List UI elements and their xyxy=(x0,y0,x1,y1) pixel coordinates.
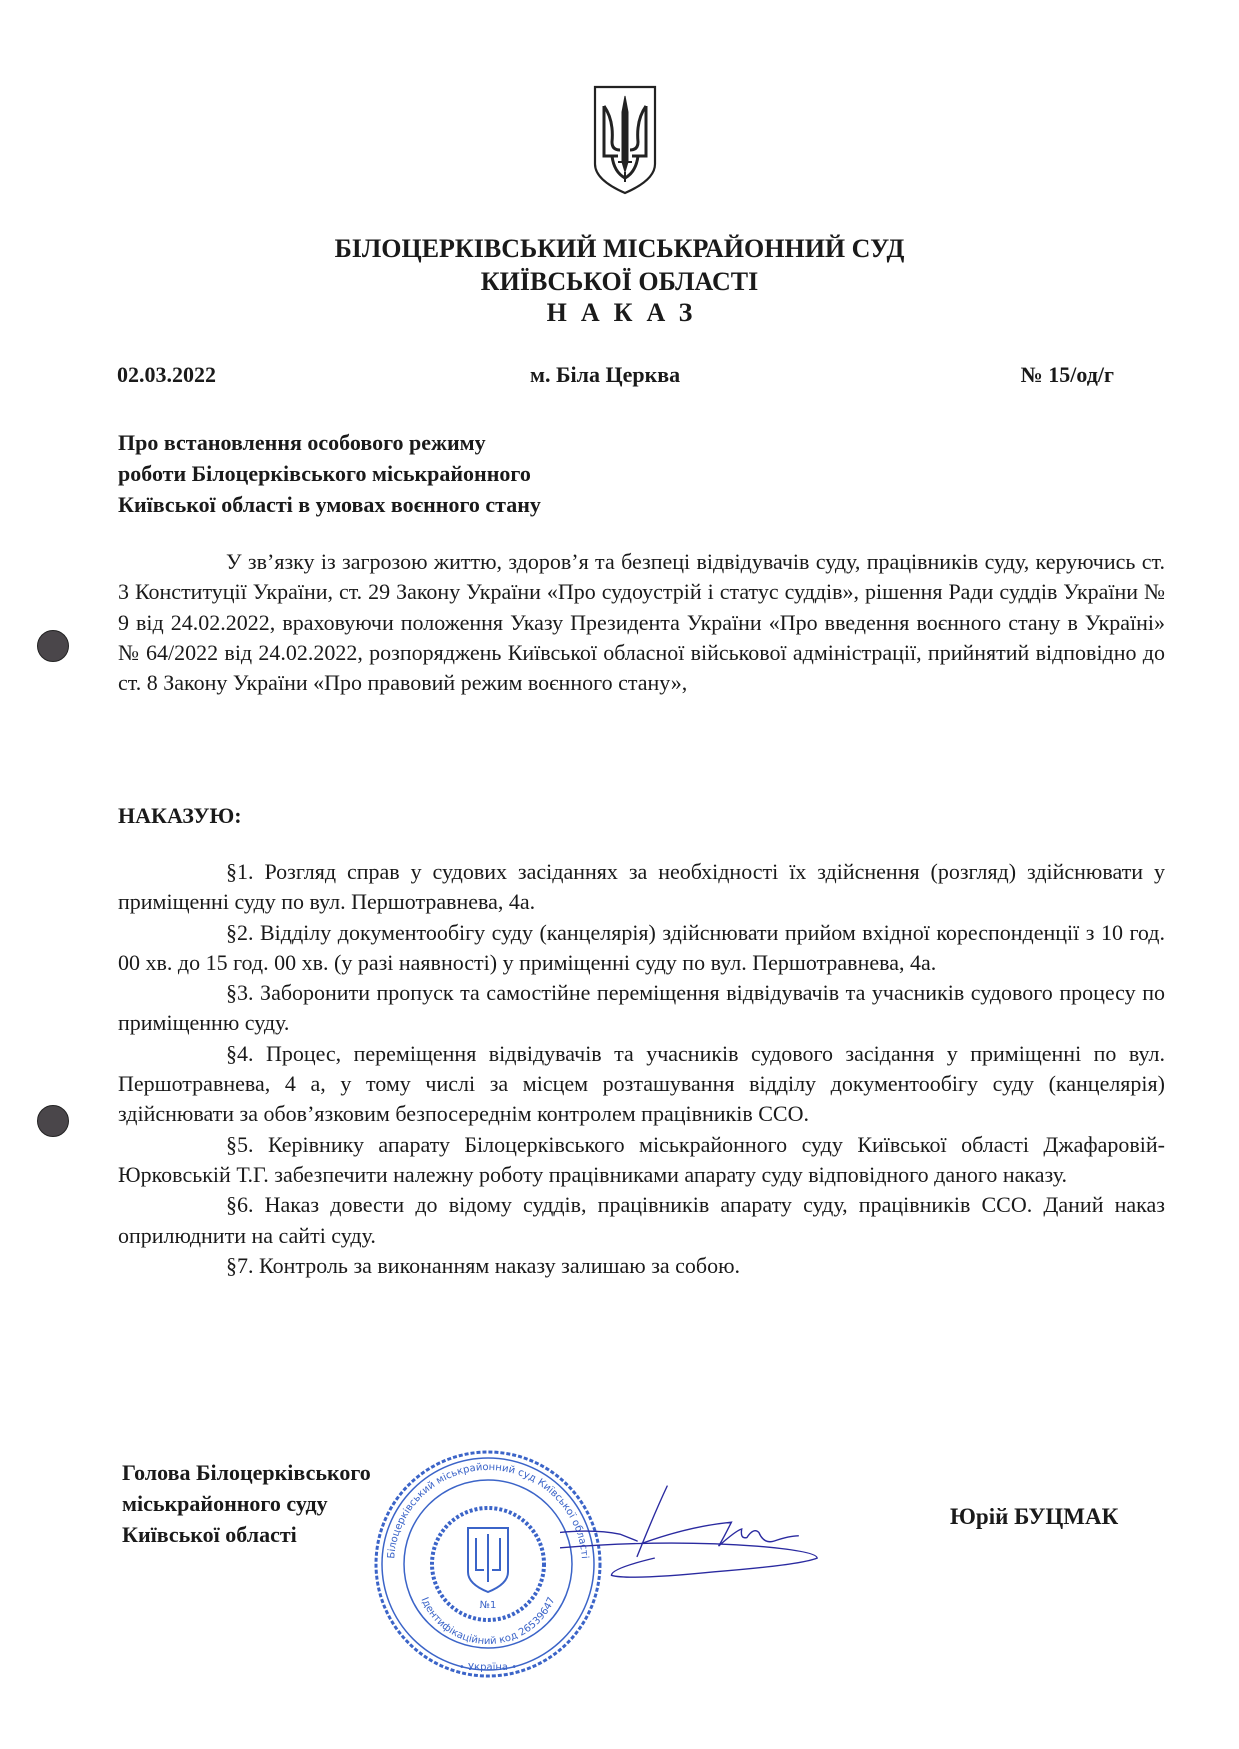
signatory-title-line: Голова Білоцерківського xyxy=(122,1460,371,1485)
subject-line: роботи Білоцерківського міськрайонного xyxy=(118,461,531,486)
order-word: НАКАЗУЮ: xyxy=(118,803,242,828)
stamp-inner-text: Ідентифікаційний код 26539647 xyxy=(418,1595,558,1648)
order-subject xyxy=(118,427,541,520)
stamp-number: №1 xyxy=(479,1600,497,1611)
signatory-title-line: міськрайонного суду xyxy=(122,1491,328,1516)
preamble-paragraph: У зв’язку із загрозою життю, здоров’я та безпеці відвідувачів суду, працівників суду, керуючись ст. 3 Конституції України, ст. 29 Закону України «Про судоустрій і статус суддів», рішення Ради суддів України № 9 від 24.02.2022, враховуючи положення Указу Президента України «Про введення воєнного стану в Україні» № 64/2022 від 24.02.2022, розпоряджень Київської обласної військової адміністрації, прийнятий відповідно до ст. 8 Закону України «Про правовий режим воєнного стану», xyxy=(118,549,1165,696)
order-item: §4. Процес, переміщення відвідувачів та учасників судового засідання у приміщенні по вул. Першотравнева, 4 а, у тому числі за місцем розташування відділу документообігу суду (канцелярія) здійснювати за обов’язковим безпосереднім контролем працівників ССО. xyxy=(118,1040,1165,1127)
order-item: §3. Заборонити пропуск та самостійне переміщення відвідувачів та учасників судового процесу по приміщенню суду. xyxy=(118,980,1165,1036)
subject-line: Київської області в умовах воєнного стану xyxy=(118,492,541,517)
order-item: §7. Контроль за виконанням наказу залишаю за собою. xyxy=(226,1252,741,1278)
order-item: §6. Наказ довести до відому суддів, працівників апарату суду, працівників ССО. Даний наказ оприлюднити на сайті суду. xyxy=(118,1192,1165,1248)
order-item: §2. Відділу документообігу суду (канцелярія) здійснювати прийом вхідної кореспонденції з 10 год. 00 хв. до 15 год. 00 хв. (у разі наявності) у приміщенні суду по вул. Першотравнева, 4а. xyxy=(118,919,1165,975)
document-type: НАКАЗ xyxy=(546,298,707,327)
order-item: §1. Розгляд справ у судових засіданнях за необхідності їх здійснення (розгляд) здійснювати у приміщенні суду по вул. Першотравнева, 4а. xyxy=(118,859,1165,915)
order-item: §5. Керівнику апарату Білоцерківського міськрайонного суду Київської області Джафаровій-Юрковській Т.Г. забезпечити належну роботу працівниками апарату суду відповідного даного наказу. xyxy=(118,1131,1165,1187)
stamp-country: • Україна • xyxy=(458,1662,518,1673)
handwritten-signature xyxy=(560,1470,920,1600)
subject-line: Про встановлення особового режиму xyxy=(118,430,486,455)
order-date: 02.03.2022 xyxy=(117,362,216,387)
punch-hole xyxy=(37,1105,69,1137)
trident-coat-of-arms-icon xyxy=(592,84,658,196)
signatory-name: Юрій БУЦМАК xyxy=(950,1504,1119,1529)
stamp-outer-text: Білоцерківський міськрайонний суд Київської області xyxy=(386,1461,590,1560)
court-region: КИЇВСЬКОЇ ОБЛАСТІ xyxy=(480,267,759,296)
order-items xyxy=(118,857,1165,1281)
order-city: м. Біла Церква xyxy=(530,362,681,387)
order-number: № 15/од/г xyxy=(1020,362,1114,387)
punch-hole xyxy=(37,630,69,662)
signatory-title-line: Київської області xyxy=(122,1522,297,1547)
court-name: БІЛОЦЕРКІВСЬКИЙ МІСЬКРАЙОННИЙ СУД xyxy=(334,234,905,263)
signatory-title xyxy=(122,1457,371,1550)
